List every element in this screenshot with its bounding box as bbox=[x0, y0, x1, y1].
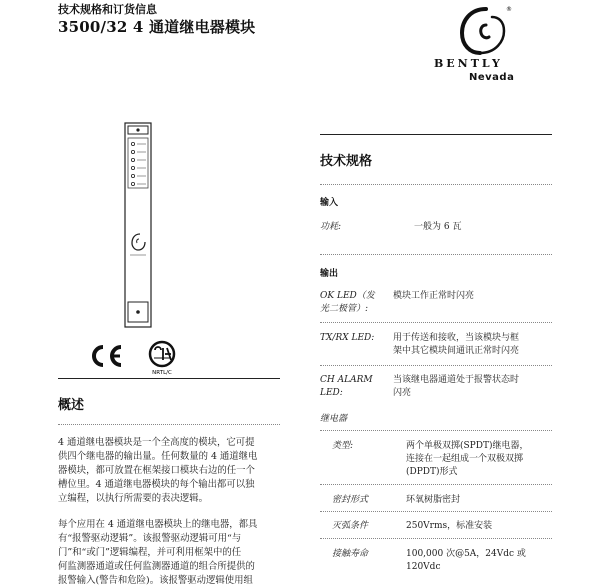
bently-nevada-logo-icon bbox=[456, 3, 512, 59]
relay-arc-value: 250Vrms，标准安装 bbox=[406, 521, 493, 531]
relay-life-value: 100,000 次@5A，24Vdc 或 120Vdc bbox=[406, 549, 526, 572]
txrx-led-label: TX/RX LED: bbox=[320, 333, 375, 343]
relay-arc-label: 灭弧条件 bbox=[332, 521, 369, 531]
ch-alarm-led-label: CH ALARM LED: bbox=[320, 375, 373, 398]
registered-mark: ® bbox=[506, 6, 512, 13]
ce-mark-icon bbox=[88, 344, 124, 368]
relay-seal-label: 密封形式 bbox=[332, 495, 369, 505]
relay-type-label: 类型: bbox=[332, 441, 354, 451]
csa-mark-icon bbox=[145, 340, 179, 376]
document-title: 3500/32 4 通道继电器模块 bbox=[58, 18, 256, 36]
separator bbox=[320, 184, 552, 185]
separator bbox=[320, 322, 552, 323]
power-value: 一般为 6 瓦 bbox=[414, 222, 462, 232]
output-heading: 输出 bbox=[320, 269, 339, 279]
relay-heading: 继电器 bbox=[320, 414, 348, 424]
separator bbox=[320, 365, 552, 366]
separator bbox=[320, 511, 552, 512]
document-subtitle: 技术规格和订货信息 bbox=[58, 3, 157, 16]
specs-top-rule bbox=[320, 134, 552, 135]
relay-type-value: 两个单极双掷(SPDT)继电器， 连接在一起组成一个双极双掷 (DPDT)形式 bbox=[406, 441, 529, 477]
separator bbox=[58, 424, 280, 425]
ch-alarm-led-value: 当该继电器通道处于报警状态时 闪亮 bbox=[393, 375, 520, 398]
csa-sub-text: NRTL/C bbox=[152, 370, 172, 376]
overview-paragraph-2: 每个应用在 4 通道继电器模块上的继电器，都具 有“报警驱动逻辑”。该报警驱动逻辑可用“与 门”和“或门”逻辑编程，并可利用框架中的任 何监测器通道或任何监测器通道的组合所提供的 报警输入(警告和危险)。该报警驱动逻辑使用组 bbox=[58, 519, 258, 586]
separator bbox=[320, 484, 552, 485]
specs-heading: 技术规格 bbox=[320, 154, 373, 169]
separator bbox=[320, 430, 552, 431]
logo-brand-text: BENTLY bbox=[434, 57, 503, 70]
input-heading: 输入 bbox=[320, 198, 339, 208]
separator bbox=[320, 538, 552, 539]
overview-paragraph-1: 4 通道继电器模块是一个全高度的模块，它可提 供四个继电器的输出量。任何数量的 4 通道继电 器模块，都可放置在框架接口模块右边的任一个 槽位里。4 通道继电器模块的每个输出都可以独 立编程，以执行所需要的表决逻辑。 bbox=[58, 437, 258, 504]
relay-seal-value: 环氧树脂密封 bbox=[406, 495, 461, 505]
power-label: 功耗: bbox=[320, 222, 342, 232]
ok-led-value: 模块工作正常时闪亮 bbox=[393, 291, 475, 301]
txrx-led-value: 用于传送和接收，当该模块与框 架中其它模块间通讯正常时闪亮 bbox=[393, 333, 520, 356]
ok-led-label: OK LED（发 光二极管）: bbox=[320, 291, 375, 314]
overview-heading: 概述 bbox=[58, 398, 85, 413]
logo-sub-text: Nevada bbox=[469, 72, 515, 83]
relay-life-label: 接触寿命 bbox=[332, 549, 369, 559]
separator bbox=[320, 254, 552, 255]
overview-top-rule bbox=[58, 378, 280, 379]
relay-module-illustration bbox=[124, 122, 152, 328]
